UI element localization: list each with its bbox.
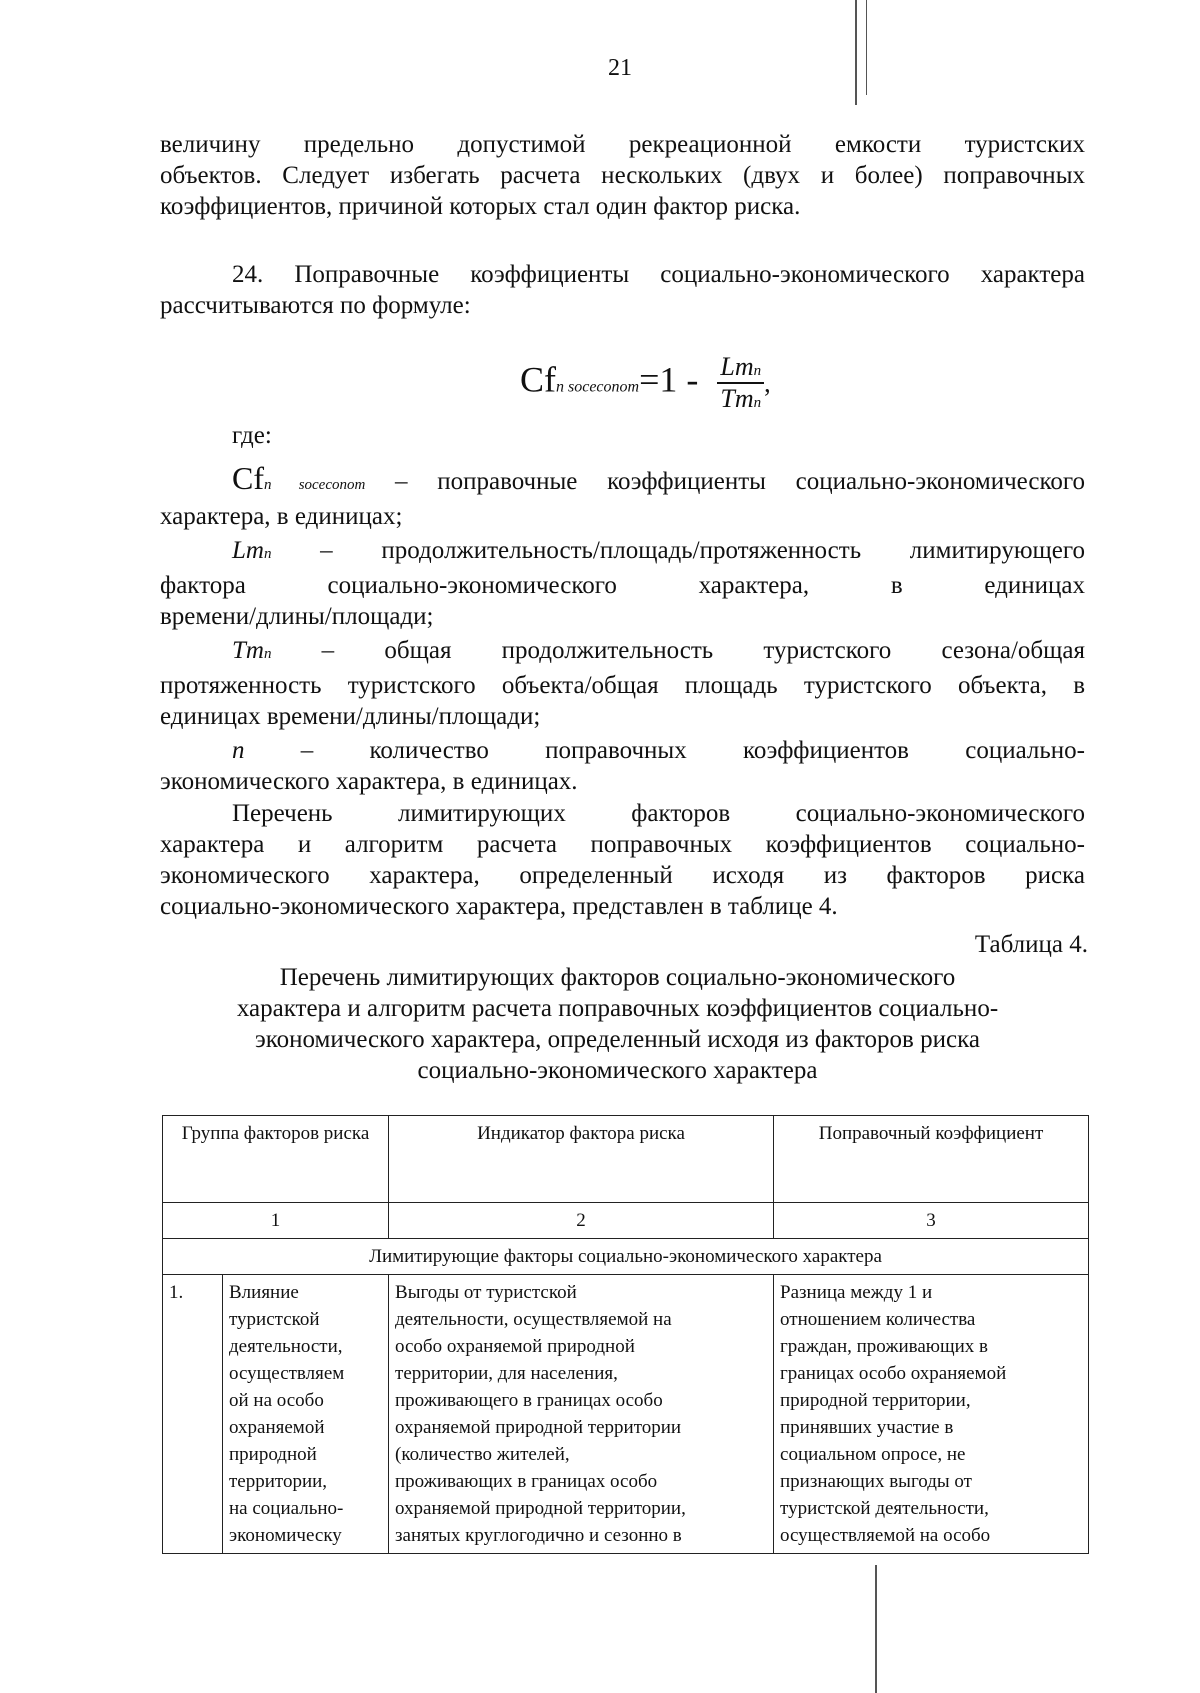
section-title-row	[163, 1239, 1089, 1275]
formula-fraction	[717, 352, 764, 414]
list-paragraph	[160, 798, 1085, 922]
cell-line: охраняемой	[229, 1417, 325, 1438]
text-line: единицах времени/длины/площади;	[160, 703, 541, 730]
definition-lm	[160, 535, 1085, 570]
text-line: характера, в единицах;	[160, 503, 403, 530]
scan-edge-line	[855, 0, 857, 105]
formula-lhs-subscript: n soceconom	[556, 378, 640, 396]
text-line: объектов. Следует избегать расчета нескольких (двух и более) поправочных	[160, 162, 1085, 189]
cell-line: Разница между 1 и	[780, 1282, 933, 1303]
caption-line: социально-экономического характера	[417, 1057, 818, 1084]
text-line: коэффициентов, причиной которых стал один фактор риска.	[160, 193, 801, 220]
cf-text: – поправочные коэффициенты социально-экономического	[365, 468, 1085, 495]
cell-line: проживающих в границах особо	[395, 1471, 658, 1492]
text-line: фактора социально-экономического характера, в единицах	[160, 572, 1085, 599]
cf-subscript: n soceconom	[264, 477, 366, 493]
header-coefficient: Поправочный коэффициент	[774, 1116, 1089, 1203]
page-number: 21	[608, 55, 632, 81]
text-line: 24. Поправочные коэффициенты социально-экономического характера	[232, 261, 1085, 288]
formula-tail: ,	[764, 368, 771, 398]
text-line: экономического характера, в единицах.	[160, 768, 578, 795]
n-text: – количество поправочных коэффициентов социально-	[244, 737, 1085, 764]
cell-line: природной	[229, 1444, 317, 1465]
cell-line: территории,	[229, 1471, 328, 1492]
definitions	[160, 460, 1085, 797]
cell-line: (количество жителей,	[395, 1444, 570, 1465]
lm-subscript: n	[263, 546, 272, 562]
row-number: 1.	[163, 1275, 223, 1554]
numerator-subscript: n	[753, 363, 762, 379]
cell-line: ой на особо	[229, 1390, 324, 1411]
cell-line: экономическу	[229, 1525, 342, 1546]
column-number: 3	[774, 1203, 1089, 1239]
cell-line: туристской	[229, 1309, 320, 1330]
cell-line: территории, для населения,	[395, 1363, 618, 1384]
formula-lhs: Cf	[520, 359, 556, 400]
column-number: 1	[163, 1203, 389, 1239]
text-line: экономического характера, определенный исходя из факторов риска	[160, 862, 1085, 889]
cf-symbol: Cf	[232, 460, 264, 496]
denominator-subscript: n	[753, 395, 762, 411]
cell-line: особо охраняемой природной	[395, 1336, 635, 1357]
n-symbol: n	[232, 737, 245, 764]
cell-group	[223, 1275, 389, 1554]
text-line: величину предельно допустимой рекреационной емкости туристских	[160, 131, 1085, 158]
cell-line: природной территории,	[780, 1390, 971, 1411]
text-line: характера и алгоритм расчета поправочных коэффициентов социально-	[160, 831, 1085, 858]
cell-line: проживающего в границах особо	[395, 1390, 663, 1411]
section-title: Лимитирующие факторы социально-экономического характера	[163, 1239, 1089, 1275]
definition-cf	[160, 460, 1085, 501]
cell-line: социальном опросе, не	[780, 1444, 966, 1465]
table-caption	[150, 962, 1085, 1086]
cell-line: охраняемой природной территории,	[395, 1498, 686, 1519]
formula-numerator	[717, 352, 764, 384]
text-line: Перечень лимитирующих факторов социально-экономического	[232, 800, 1085, 827]
cell-indicator	[389, 1275, 774, 1554]
definition-n	[160, 735, 1085, 766]
cell-line: граждан, проживающих в	[780, 1336, 988, 1357]
header-indicator: Индикатор фактора риска	[389, 1116, 774, 1203]
table-label: Таблица 4.	[974, 931, 1088, 958]
cell-line: туристской деятельности,	[780, 1498, 989, 1519]
column-number: 2	[389, 1203, 774, 1239]
text-line: протяженность туристского объекта/общая площадь туристского объекта, в	[160, 672, 1085, 699]
scan-edge-line	[866, 0, 867, 95]
numerator-symbol: Lm	[720, 352, 754, 381]
definition-tm	[160, 635, 1085, 670]
header-group: Группа факторов риска	[163, 1116, 389, 1203]
text-line: времени/длины/площади;	[160, 603, 434, 630]
cell-line: охраняемой природной территории	[395, 1417, 682, 1438]
lm-symbol: Lm	[232, 537, 264, 564]
column-numbers-row	[163, 1203, 1089, 1239]
cell-coefficient	[774, 1275, 1089, 1554]
where-label-text: где:	[232, 422, 272, 449]
table-header-row	[163, 1116, 1089, 1203]
where-label	[160, 420, 1085, 451]
tm-subscript: n	[263, 646, 272, 662]
text-line: рассчитываются по формуле:	[160, 292, 471, 319]
tm-text: – общая продолжительность туристского сезона/общая	[271, 637, 1085, 664]
text-line: социально-экономического характера, представлен в таблице 4.	[160, 893, 838, 920]
point-24-paragraph	[160, 259, 1085, 321]
cell-line: границах особо охраняемой	[780, 1363, 1007, 1384]
cell-line: принявших участие в	[780, 1417, 954, 1438]
cell-line: на социально-	[229, 1498, 344, 1519]
denominator-symbol: Tm	[720, 384, 754, 413]
cell-line: занятых круглогодично и сезонно в	[395, 1525, 682, 1546]
scan-edge-line	[875, 1565, 877, 1693]
formula-equals: =1 -	[639, 359, 708, 400]
cell-line: осуществляем	[229, 1363, 345, 1384]
formula	[520, 352, 771, 414]
caption-line: характера и алгоритм расчета поправочных коэффициентов социально-	[236, 995, 999, 1022]
lm-text: – продолжительность/площадь/протяженность лимитирующего	[271, 537, 1085, 564]
cell-line: Выгоды от туристской	[395, 1282, 577, 1303]
cell-line: признающих выгоды от	[780, 1471, 972, 1492]
cell-line: деятельности,	[229, 1336, 343, 1357]
cell-line: деятельности, осуществляемой на	[395, 1309, 672, 1330]
cell-line: осуществляемой на особо	[780, 1525, 991, 1546]
risk-factors-table	[162, 1115, 1089, 1554]
cell-line: отношением количества	[780, 1309, 976, 1330]
cell-line: Влияние	[229, 1282, 299, 1303]
caption-line: Перечень лимитирующих факторов социально-экономического	[279, 964, 956, 991]
tm-symbol: Tm	[232, 637, 264, 664]
caption-line: экономического характера, определенный исходя из факторов риска	[255, 1026, 980, 1053]
formula-denominator	[717, 384, 764, 414]
intro-paragraph	[160, 129, 1085, 222]
table-row	[163, 1275, 1089, 1554]
